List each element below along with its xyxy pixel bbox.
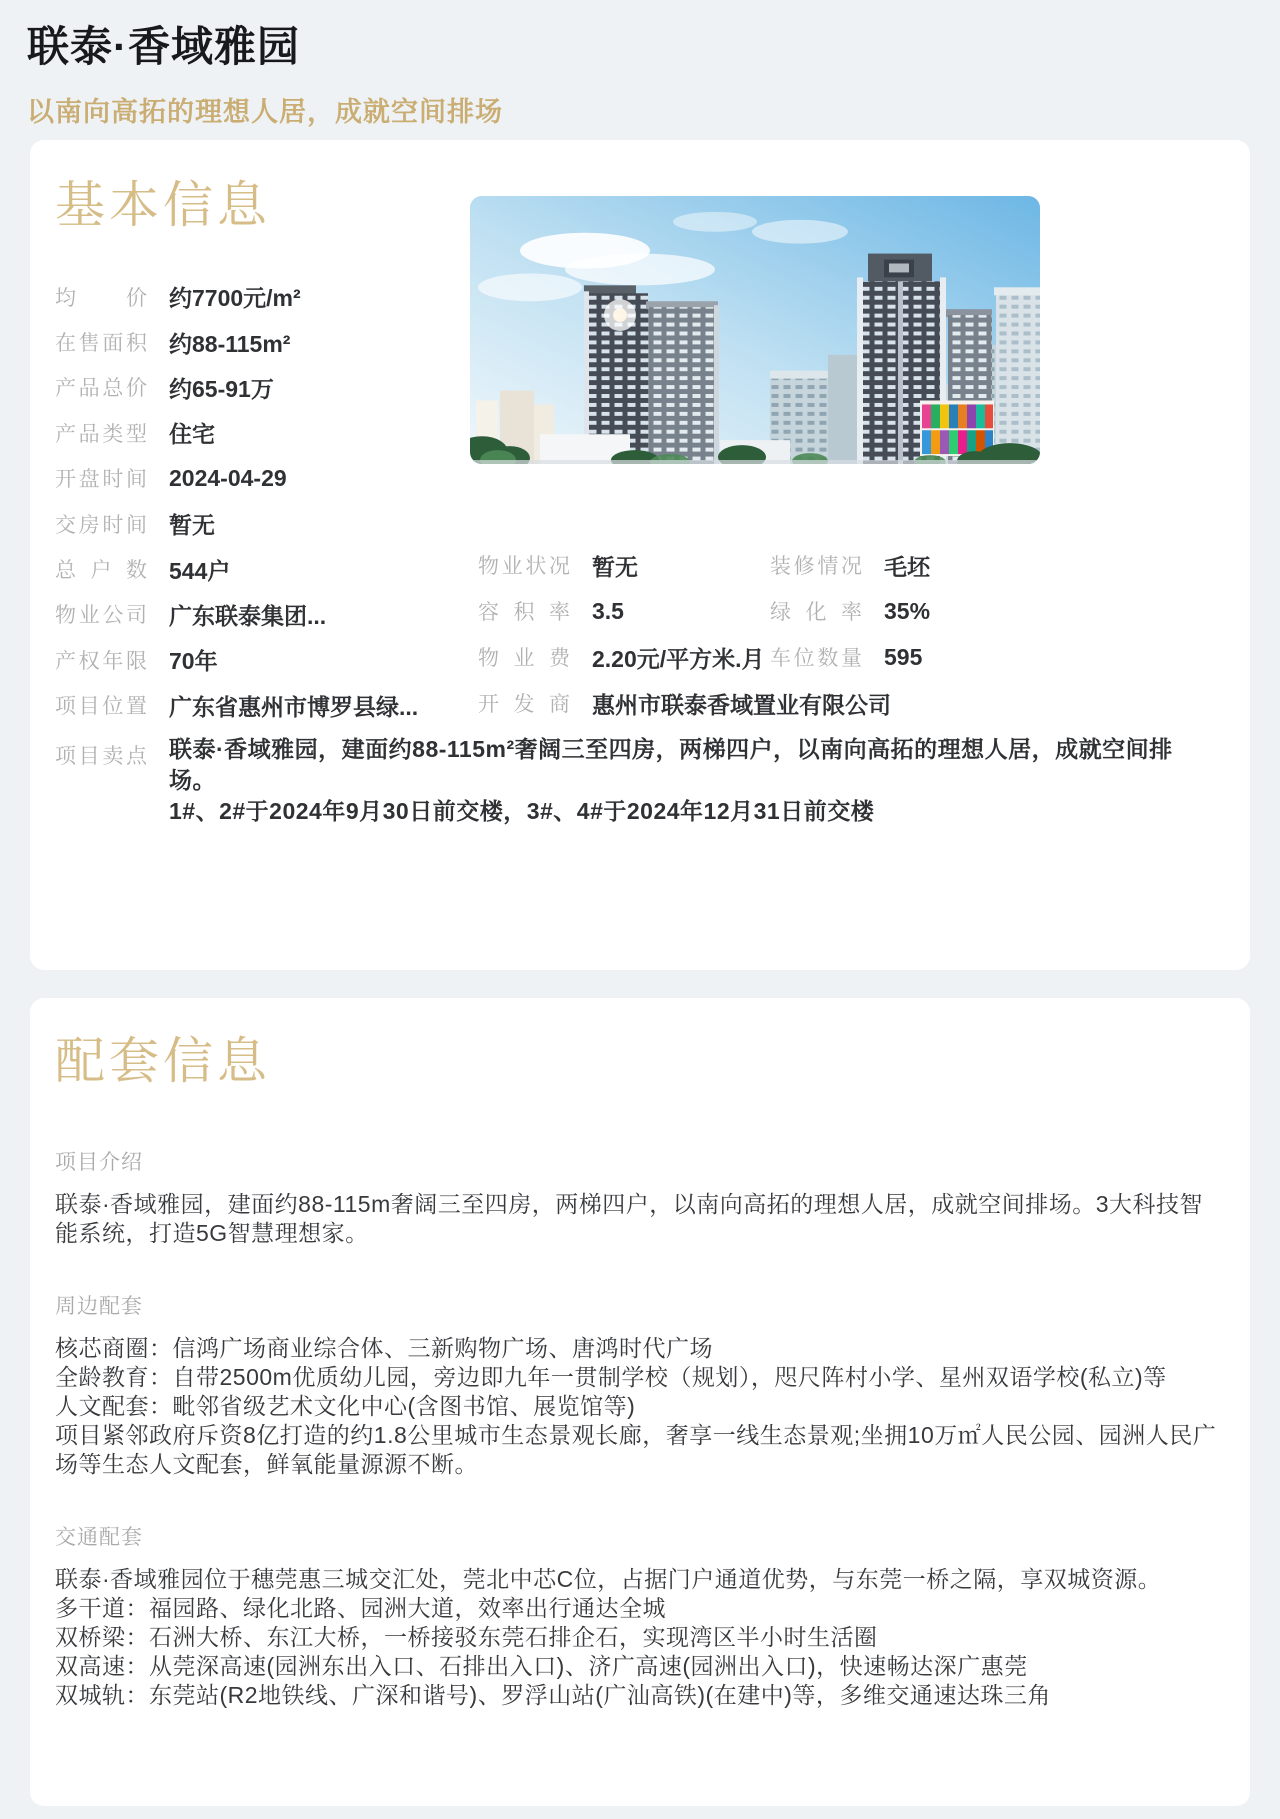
field-value: 2024-04-29 [169, 464, 287, 491]
page-title: 联泰·香域雅园 [27, 23, 300, 70]
field-value: 广东省惠州市博罗县绿... [169, 693, 419, 720]
selling-point-text [169, 734, 1209, 827]
amenities-card [30, 998, 1250, 1806]
field-value: 70年 [169, 648, 218, 675]
field-label: 物业公司 [55, 604, 147, 628]
group-lines [55, 1334, 1225, 1479]
field-label: 在售面积 [55, 332, 147, 356]
field-value: 3.5 [592, 597, 624, 624]
field-value: 暂无 [169, 512, 215, 539]
field-label: 总户数 [55, 559, 147, 583]
group-line: 人文配套：毗邻省级艺术文化中心(含图书馆、展览馆等) [55, 1393, 636, 1419]
field-label: 产权年限 [55, 649, 147, 673]
field-row [55, 456, 455, 501]
property-rendering-image [470, 196, 1040, 464]
group-line: 双桥梁：石洲大桥、东江大桥，一桥接驳东莞石排企石，实现湾区半小时生活圈 [55, 1624, 878, 1650]
field-row [55, 319, 455, 364]
field-value: 住宅 [169, 421, 215, 448]
amenities-group [55, 1150, 1225, 1248]
group-line: 项目紧邻政府斥资8亿打造的约1.8公里城市生态景观长廊，奢享一线生态景观;坐拥10万㎡人民公园、园洲人民广场等生态人文配套，鲜氧能量源源不断。 [55, 1422, 1217, 1477]
group-lines [55, 1565, 1225, 1710]
field-row [478, 680, 891, 726]
field-row [55, 637, 455, 682]
field-row [55, 592, 455, 637]
field-row [770, 588, 930, 634]
field-value: 595 [884, 643, 923, 670]
field-label: 项目位置 [55, 695, 147, 719]
building-illustration [470, 196, 1040, 464]
field-label: 容积率 [478, 601, 570, 624]
field-value: 暂无 [592, 553, 638, 580]
amenities-groups [55, 1150, 1225, 1710]
field-row [770, 634, 930, 680]
field-label: 均价 [55, 286, 147, 310]
field-row [55, 274, 455, 319]
basic-info-title: 基本信息 [55, 177, 271, 233]
field-row [55, 410, 455, 455]
field-value: 约88-115m² [169, 330, 291, 357]
selling-point-row [55, 734, 1235, 827]
field-label: 车位数量 [770, 647, 862, 670]
field-value: 惠州市联泰香域置业有限公司 [592, 691, 891, 718]
group-line: 全龄教育：自带2500m优质幼儿园，旁边即九年一贯制学校（规划），咫尺阵村小学、星州双语学校(私立)等 [55, 1364, 1167, 1390]
field-row [55, 546, 455, 591]
field-label: 绿化率 [770, 601, 862, 624]
group-heading: 项目介绍 [55, 1151, 143, 1174]
group-line: 联泰·香域雅园位于穗莞惠三城交汇处，莞北中芯C位，占据门户通道优势，与东莞一桥之隔，享双城资源。 [55, 1566, 1162, 1592]
group-line: 核芯商圈：信鸿广场商业综合体、三新购物广场、唐鸿时代广场 [55, 1335, 713, 1361]
field-label: 开发商 [478, 693, 570, 716]
field-value: 广东联泰集团... [169, 602, 327, 629]
group-line: 联泰·香域雅园，建面约88-115m奢阔三至四房，两梯四户，以南向高拓的理想人居，成就空间排场。3大科技智能系统，打造5G智慧理想家。 [55, 1191, 1204, 1246]
group-line: 双城轨：东莞站(R2地铁线、广深和谐号)、罗浮山站(广汕高铁)(在建中)等，多维交通速达珠三角 [55, 1682, 1051, 1708]
field-label: 产品总价 [55, 377, 147, 401]
selling-point-line: 1#、2#于2024年9月30日前交楼，3#、4#于2024年12月31日前交楼 [169, 798, 875, 824]
amenities-group [55, 1294, 1225, 1479]
group-line: 多干道：福园路、绿化北路、园洲大道，效率出行通达全城 [55, 1595, 666, 1621]
field-label: 装修情况 [770, 555, 862, 578]
basic-fields-col-b [770, 542, 930, 680]
field-row [55, 365, 455, 410]
field-value: 约65-91万 [169, 375, 274, 402]
group-line: 双高速：从莞深高速(园洲东出入口、石排出入口)、济广高速(园洲出入口)，快速畅达深广惠莞 [55, 1653, 1028, 1679]
field-label: 开盘时间 [55, 468, 147, 492]
field-row [55, 501, 455, 546]
field-value: 毛坯 [884, 553, 930, 580]
field-row [55, 683, 455, 728]
field-value: 544户 [169, 557, 231, 584]
field-label: 产品类型 [55, 422, 147, 446]
field-row [770, 542, 930, 588]
field-label: 交房时间 [55, 513, 147, 537]
field-value: 约7700元/m² [169, 285, 301, 312]
page-subtitle: 以南向高拓的理想人居，成就空间排场 [27, 97, 503, 127]
amenities-title: 配套信息 [55, 1033, 271, 1089]
group-heading: 周边配套 [55, 1295, 143, 1318]
amenities-group [55, 1525, 1225, 1710]
field-value: 2.20元/平方米.月 [592, 645, 765, 672]
basic-fields-left [55, 274, 455, 728]
selling-point-label: 项目卖点 [55, 745, 147, 768]
field-label: 物业状况 [478, 555, 570, 578]
field-label: 物业费 [478, 647, 570, 670]
page-header [27, 24, 1247, 129]
group-heading: 交通配套 [55, 1526, 143, 1549]
field-value: 35% [884, 597, 931, 624]
selling-point-line: 联泰·香域雅园，建面约88-115m²奢阔三至四房，两梯四户，以南向高拓的理想人居，成就空间排场。 [169, 736, 1173, 793]
basic-info-card [30, 140, 1250, 970]
group-lines [55, 1190, 1225, 1248]
